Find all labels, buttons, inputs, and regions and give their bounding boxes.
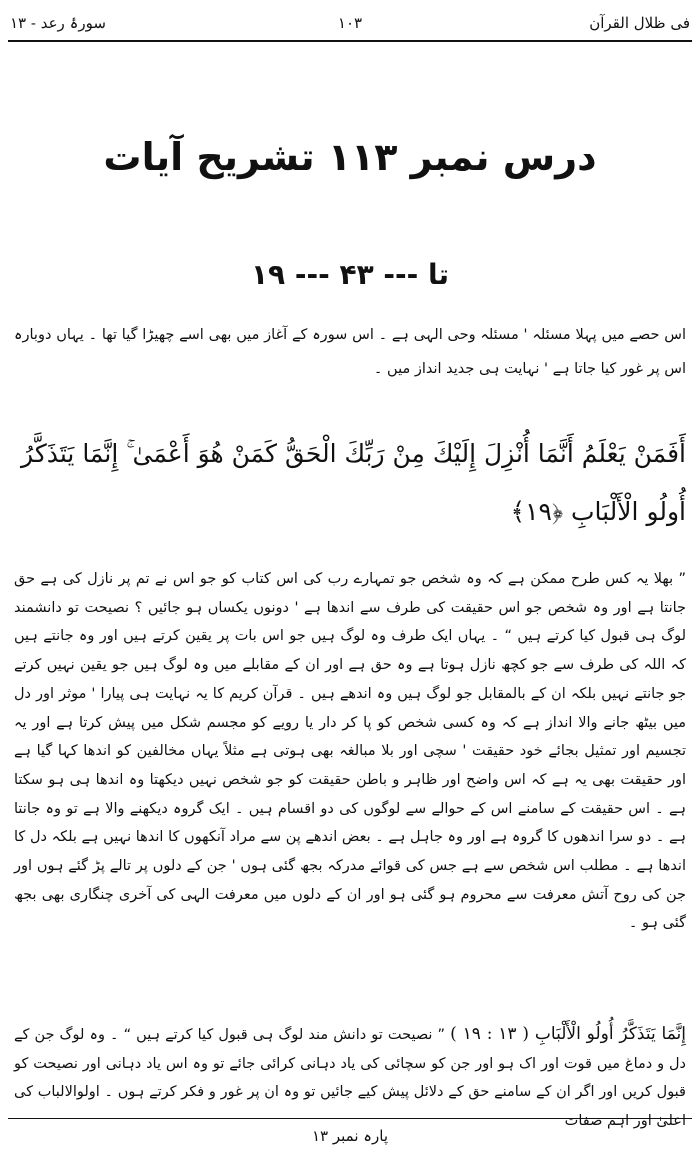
- intro-paragraph: [14, 318, 686, 386]
- footer-rule: [8, 1118, 692, 1119]
- quran-verse: أَفَمَنْ يَعْلَمُ أَنَّمَا أُنْزِلَ إِلَيْكَ مِنْ رَبِّكَ الْحَقُّ كَمَنْ هُوَ أَعْمَىٰ ۚ إِنَّمَا يَتَذَكَّرُ أُولُو الْأَلْبَابِ ﴿١٩﴾: [21, 439, 686, 526]
- commentary-text-2: ” نصیحت تو دانش مند لوگ ہی قبول کیا کرتے ہیں “ ۔ وہ لوگ جن کے دل و دماغ میں قوت اور اک ہو اور جن کو سچائی کی یاد دہانی کرائی جائے تو وہ اس یاد دہانی اور نصیحت کو قبول کریں اور اگر ان کے سامنے حق کے دلائل پیش کیے جائیں تو وہ ان پر غور و فکر کرتے ہوں ۔ اولوالالباب کی اعلیٰ اور اہم صفات: [14, 1027, 686, 1129]
- intro-text: اس حصے میں پہلا مسئلہ ' مسئلہ وحی الہی ہے ۔ اس سورہ کے آغاز میں بھی اسے چھیڑا گیا تھا ۔ یہاں دوبارہ اس پر غور کیا جاتا ہے ' نہایت ہی جدید انداز میں ۔: [14, 327, 686, 377]
- surah-label: سورۂ رعد - ۱۳: [10, 14, 106, 32]
- commentary-paragraph-1: [14, 565, 686, 938]
- running-header: [10, 8, 690, 38]
- inline-arabic-quote: إِنَّمَا يَتَذَكَّرُ أُولُو الْأَلْبَابِ ( ١٣ : ١٩ ): [450, 1024, 687, 1044]
- lesson-title: درس نمبر ۱۱۳ تشریح آیات: [103, 135, 597, 179]
- commentary-text-1: ” بھلا یہ کس طرح ممکن ہے کہ وہ شخص جو تمہارے رب کی اس کتاب کو جو اس نے تم پر نازل کی ہے حق جانتا ہے اور وہ شخص جو اس حقیقت کی طرف سے اندھا ہے ' دونوں یکساں ہو جائیں ؟ نصیحت تو دانشمند لوگ ہی قبول کیا کرتے ہیں “ ۔ یہاں ایک طرف وہ لوگ ہیں جو اس بات پر یقین کرتے ہیں اور وہ جانتے ہیں کہ اللہ کی طرف سے جو کچھ نازل ہوتا ہے وہ حق ہے اور ان کے مقابلے میں وہ لوگ ہیں جو یقین نہیں کرتے جو جانتے نہیں بلکہ ان کے بالمقابل جو لوگ ہیں وہ اندھے ہیں ۔ قرآن کریم کا یہ نہایت ہی پیارا ' موثر اور دل میں بیٹھ جانے والا انداز ہے کہ وہ کسی شخص کو پا کر دار یا رویے کو مجسم شکل میں پیش کرتا ہے اور یہ تجسیم اور تمثیل بجائے خود حقیقت ' سچی اور بلا مبالغہ بھی ہوتی ہے مثلاً یہاں مخالفین کو اندھا کہا گیا ہے اور حقیقت بھی یہ ہے کہ اس واضح اور ظاہر و باطن حقیقت کو جو شخص نہیں دیکھتا وہ اندھا ہی ہو سکتا ہے ۔ اس حقیقت کے سامنے اس کے حوالے سے لوگوں کی دو اقسام ہیں ۔ ایک گروہ دیکھنے والا ہے تو وہ جانتا ہے ۔ دو سرا اندھوں کا گروہ ہے اور وہ جاہل ہے ۔ بعض اندھے پن سے مراد آنکھوں کا اندھا نہیں ہے بلکہ دل کا اندھا ہے ۔ مطلب اس شخص سے ہے جس کی قوائے مدرکہ بجھ گئی ہوں ' جن کے دلوں پر تالے پڑ گئے ہوں اور جن کی روح آتش معرفت سے محروم ہو گئی ہو اور ان کے دلوں میں معرفت الہی کی آخری چنگاری بھی بجھ گئی ہو ۔: [14, 571, 686, 932]
- page-number: ۱۰۳: [337, 14, 363, 32]
- book-title: فی ظلال القرآن: [589, 14, 690, 32]
- header-rule: [8, 40, 692, 42]
- verse-range: ۱۹ --- تا --- ۴۳: [250, 258, 450, 291]
- para-footer: پارہ نمبر ۱۳: [311, 1127, 389, 1145]
